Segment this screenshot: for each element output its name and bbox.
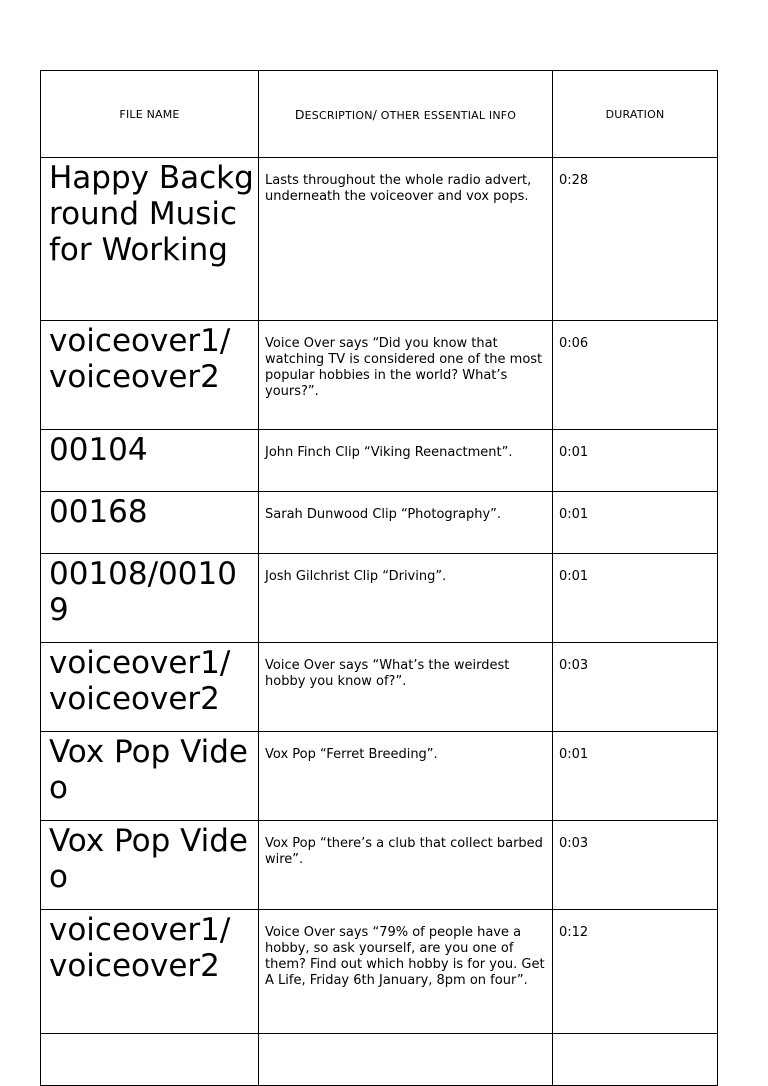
file-name-cell: 00104 [41, 430, 259, 492]
header-description-rest: ESCRIPTION [304, 108, 373, 122]
file-name-cell: voiceover1/ voiceover2 [41, 643, 259, 732]
audio-file-table [40, 70, 718, 1086]
description-cell: Lasts throughout the whole radio advert, underneath the voiceover and vox pops. [259, 158, 553, 321]
table-row [41, 910, 718, 1034]
table-row [41, 554, 718, 643]
header-duration: DURATION [553, 71, 718, 158]
table-header-row [41, 71, 718, 158]
duration-cell: 0:01 [553, 732, 718, 821]
description-cell: Josh Gilchrist Clip “Driving”. [259, 554, 553, 643]
file-name-cell: 00108/00109 [41, 554, 259, 643]
header-file-name: FILE NAME [41, 71, 259, 158]
duration-cell: 0:12 [553, 910, 718, 1034]
table-row [41, 732, 718, 821]
description-cell: Vox Pop “Ferret Breeding”. [259, 732, 553, 821]
file-name-cell: Vox Pop Video [41, 821, 259, 910]
file-name-cell: Vox Pop Video [41, 732, 259, 821]
table-row [41, 821, 718, 910]
description-cell: John Finch Clip “Viking Reenactment”. [259, 430, 553, 492]
file-name-cell: Happy Background Music for Working [41, 158, 259, 321]
description-cell [259, 1034, 553, 1086]
header-description [259, 71, 553, 158]
header-description-slash: / [372, 106, 378, 122]
table-row [41, 1034, 718, 1086]
file-name-cell: voiceover1/ voiceover2 [41, 321, 259, 430]
duration-cell [553, 1034, 718, 1086]
duration-cell: 0:01 [553, 492, 718, 554]
duration-cell: 0:01 [553, 554, 718, 643]
duration-cell: 0:01 [553, 430, 718, 492]
table-row [41, 492, 718, 554]
description-cell: Voice Over says “79% of people have a hobby, so ask yourself, are you one of them? Find out which hobby is for you. Get A Life, Friday 6th January, 8pm on four”. [259, 910, 553, 1034]
file-name-cell [41, 1034, 259, 1086]
file-name-cell: voiceover1/ voiceover2 [41, 910, 259, 1034]
file-name-cell: 00168 [41, 492, 259, 554]
duration-cell: 0:03 [553, 821, 718, 910]
duration-cell: 0:06 [553, 321, 718, 430]
table-row [41, 643, 718, 732]
table-row [41, 158, 718, 321]
duration-cell: 0:03 [553, 643, 718, 732]
description-cell: Voice Over says “What’s the weirdest hobby you know of?”. [259, 643, 553, 732]
description-cell: Sarah Dunwood Clip “Photography”. [259, 492, 553, 554]
table-row [41, 430, 718, 492]
description-cell: Voice Over says “Did you know that watching TV is considered one of the most popular hobbies in the world? What’s yours?”. [259, 321, 553, 430]
header-description-initial: D [294, 106, 305, 122]
header-description-tail: OTHER ESSENTIAL INFO [377, 108, 517, 122]
description-cell: Vox Pop “there’s a club that collect barbed wire”. [259, 821, 553, 910]
table-row [41, 321, 718, 430]
duration-cell: 0:28 [553, 158, 718, 321]
